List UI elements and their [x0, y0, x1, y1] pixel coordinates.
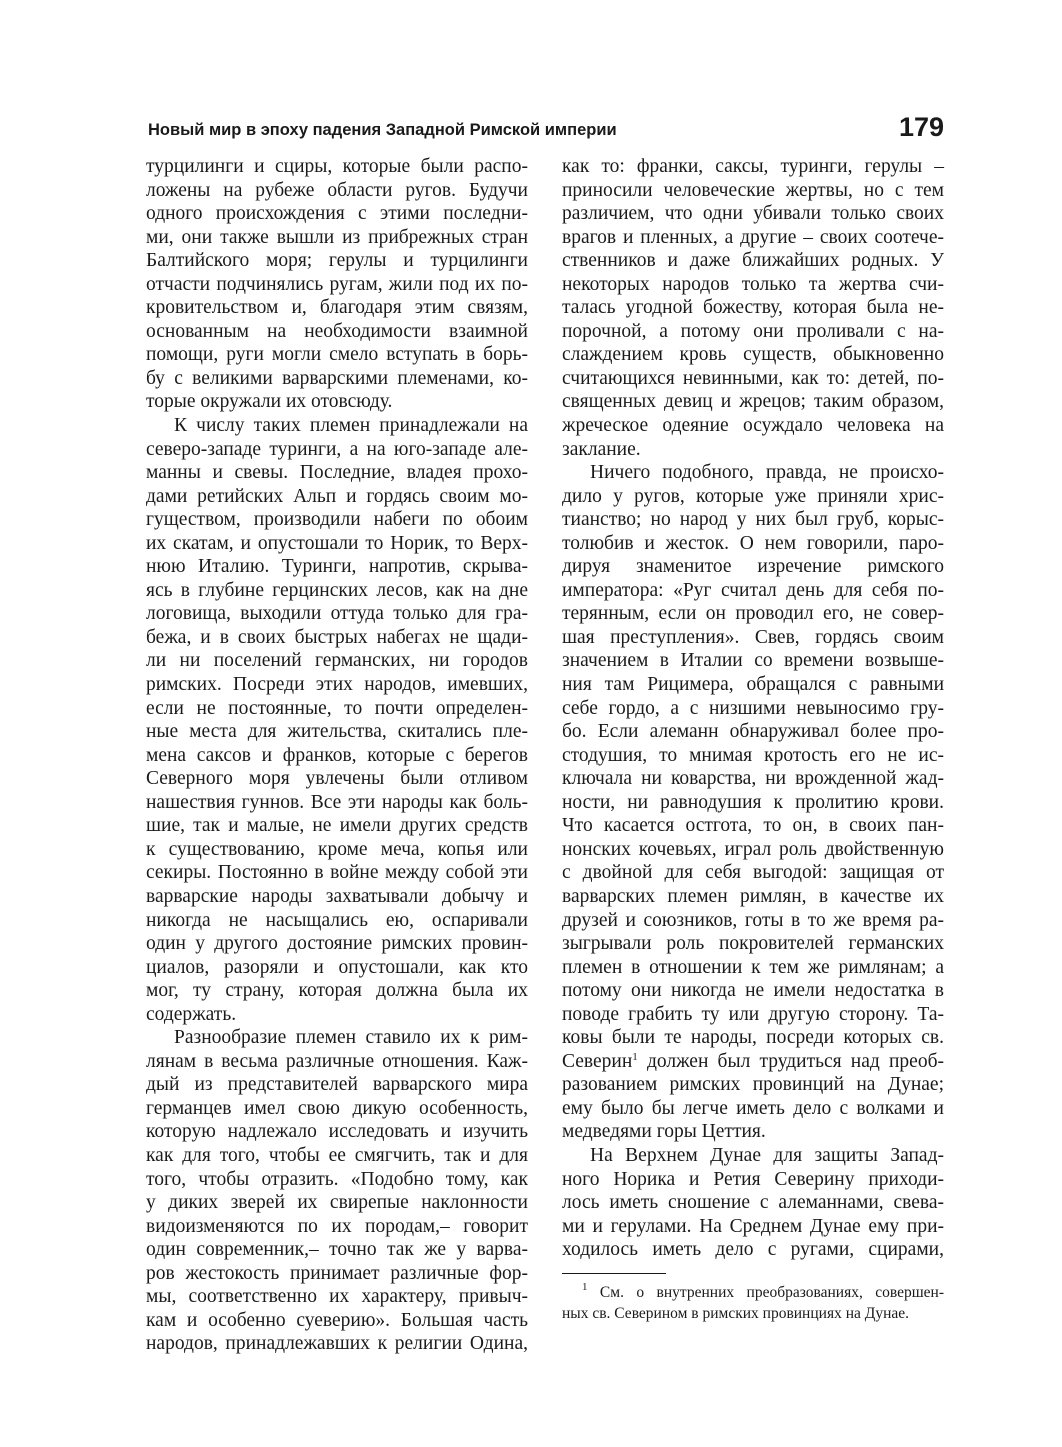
text-line: бо. Если алеманн обнаруживал более про-	[562, 721, 944, 743]
text-line: ров жестокость принимает различные фор-	[146, 1262, 528, 1284]
footnote-divider	[562, 1273, 666, 1274]
text-line: врагов и пленных, а другие – своих соотече-	[562, 226, 944, 248]
text-line	[562, 1050, 944, 1074]
text-line: ложены на рубеже области ругов. Будучи	[146, 179, 528, 201]
text-line: некоторых народов только та жертва счи-	[562, 273, 944, 295]
footnote-text: См. о внутренних преобразованиях, совершен-	[599, 1284, 945, 1301]
text-line: друзей и союзников, готы в то же время ра-	[562, 909, 944, 931]
text-line: считающихся невинными, как то: детей, по-	[562, 367, 944, 389]
text-line: значением в Италии со времени возвыше-	[562, 650, 944, 672]
text-line: видоизменяются по их породам,– говорит	[146, 1215, 528, 1237]
text-line: отчасти подчинялись ругам, жили под их по-	[146, 273, 528, 295]
text-line: помощи, руги могли смело вступать в борь-	[146, 344, 528, 366]
text-line: дируя знаменитое изречение римского	[562, 556, 944, 578]
text-line: один современник,– точно так же у варва-	[146, 1239, 528, 1261]
text-line: бу с великими варварскими племенами, ко-	[146, 367, 528, 389]
text-line: народов, принадлежавших к религии Одина,	[146, 1333, 528, 1355]
text-line: как для того, чтобы ее смягчить, так и для	[146, 1144, 528, 1166]
text-line: ния там Рицимера, обращался с равными	[562, 674, 944, 696]
text-line: Разнообразие племен ставило их к рим-	[174, 1027, 528, 1049]
text-line: Ничего подобного, правда, не происхо-	[590, 462, 944, 484]
text-line: бежа, и в своих быстрых набегах не щади-	[146, 626, 528, 648]
text-line: тианство; но народ у них был груб, корыс-	[562, 509, 944, 531]
text-line: у диких зверей их свирепые наклонности	[146, 1192, 528, 1214]
text-line: стодушия, то мнимая кротость его не ис-	[562, 744, 944, 766]
text-line: германцев имел свою дикую особенность,	[146, 1097, 528, 1119]
text-line: никогда не насыщались ею, оспаривали	[146, 909, 528, 931]
text-line: порочной, а потому они проливали с на-	[562, 320, 944, 342]
text-line: себе гордо, а с низшими невыносимо гру-	[562, 697, 944, 719]
text-line: Северного моря увлечены были отливом	[146, 768, 528, 790]
text-line: варварские народы захватывали добычу и	[146, 885, 528, 907]
left-text-column	[146, 155, 528, 1356]
text-line: торые окружали их отовсюду.	[146, 391, 393, 413]
text-line: ковы были те народы, посреди которых св.	[562, 1027, 944, 1049]
text-line: талась угодной божеству, которая была не-	[562, 297, 944, 319]
page-number: 179	[898, 112, 944, 142]
text-line: один у другого достояние римских провин-	[146, 933, 528, 955]
text-line: зыгрывали роль покровителей германских	[562, 933, 944, 955]
footnote-line: ных св. Северином в римских провинциях на Дунае.	[562, 1305, 910, 1322]
text-line: мена саксов и франков, которые с берегов	[146, 744, 528, 766]
text-line: дами ретийских Альп и гордясь своим мо-	[146, 485, 528, 507]
text-line: нашествия гуннов. Все эти народы как боль-	[146, 791, 528, 813]
text-line: различием, что одни убивали только своих	[562, 203, 944, 225]
text-line: шая преступления». Свев, гордясь своим	[562, 626, 944, 648]
text-line: мы, соответственно их характеру, привыч-	[146, 1286, 528, 1308]
text-line: одного происхождения с этими последни-	[146, 203, 528, 225]
text-line: гуществом, производили набеги по обоим	[146, 509, 528, 531]
text-line: кам и особенно суеверию». Большая часть	[146, 1309, 528, 1331]
text-line: логовища, выходили оттуда только для гра-	[146, 603, 528, 625]
text-line: императора: «Руг считал день для себя по-	[562, 579, 944, 601]
text-line: ми и герулами. На Среднем Дунае ему при-	[562, 1215, 944, 1237]
text-line: с двойной для себя выгодой: защищая от	[562, 862, 944, 884]
text-line: ясь в глубине герцинских лесов, как на дне	[146, 579, 528, 601]
text-line: которую надлежало исследовать и изучить	[146, 1121, 528, 1143]
text-line: заклание.	[562, 438, 641, 460]
text-line: Что касается остгота, то он, в своих пан-	[562, 815, 944, 837]
text-line: манны и свевы. Последние, владея прохо-	[146, 462, 528, 484]
text-line: того, чтобы отразить. «Подобно тому, как	[146, 1168, 528, 1190]
text-line: римских. Посреди этих народов, имевших,	[146, 674, 528, 696]
text-line: если не постоянные, то почти определен-	[146, 697, 528, 719]
text-line: секиры. Постоянно в войне между собой эти	[146, 862, 528, 884]
text-line: племен в отношении к тем же римлянам; а	[562, 956, 944, 978]
footnote-marker: 1	[582, 1281, 588, 1293]
text-line: дило у ругов, которые уже приняли хрис-	[562, 485, 944, 507]
text-line: ственников и даже ближайших родных. У	[562, 250, 944, 272]
text-line: шие, так и малые, не имели других средств	[146, 815, 528, 837]
text-line: как то: франки, саксы, туринги, герулы –	[562, 156, 944, 177]
text-line: мог, ту страну, которая должна была их	[146, 980, 528, 1002]
text-line: северо-западе туринги, а на юго-западе але-	[146, 438, 528, 460]
text-line: ему было бы легче иметь дело с волками и	[562, 1097, 944, 1119]
text-fragment: должен был трудиться над преоб-	[637, 1050, 944, 1072]
text-line: турцилинги и сциры, которые были распо-	[146, 156, 528, 177]
text-line: дый из представителей варварского мира	[146, 1074, 528, 1096]
running-header	[146, 112, 944, 146]
text-line: жреческое одеяние осуждало человека на	[562, 415, 944, 437]
text-line: их скатам, и опустошали то Норик, то Верх-	[146, 532, 528, 554]
text-line: приносили человеческие жертвы, но с тем	[562, 179, 944, 201]
text-line: нюю Италию. Туринги, напротив, скрыва-	[146, 556, 528, 578]
right-text-column	[562, 155, 944, 1262]
footnote	[562, 1282, 944, 1324]
text-line: ные места для жительства, скитались пле-	[146, 721, 528, 743]
text-line: циалов, разоряли и опустошали, как кто	[146, 956, 528, 978]
text-line: основанным на необходимости взаимной	[146, 320, 528, 342]
text-line: толюбив и жесток. О нем говорили, паро-	[562, 532, 944, 554]
text-line: терянным, если он проводил его, не совер-	[562, 603, 944, 625]
text-line: слаждением кровь существ, обыкновенно	[562, 344, 944, 366]
text-line: нонских кочевьях, играл роль двойственную	[562, 838, 944, 860]
text-line: На Верхнем Дунае для защиты Запад-	[590, 1144, 944, 1166]
text-fragment: Северин	[562, 1050, 633, 1072]
text-line: к существованию, кроме меча, копья или	[146, 838, 528, 860]
text-line: ми, они также вышли из прибрежных стран	[146, 226, 528, 248]
text-line: потому они никогда не имели недостатка в	[562, 980, 944, 1002]
text-line: лось иметь сношение с алеманнами, свева-	[562, 1192, 944, 1214]
footnote-line	[562, 1282, 944, 1303]
text-line: ного Норика и Ретия Северину приходи-	[562, 1168, 944, 1190]
text-line: поводе грабить ту или другую сторону. Та-	[562, 1003, 944, 1025]
text-line: ходилось иметь дело с ругами, сцирами,	[562, 1239, 944, 1261]
running-title: Новый мир в эпоху падения Западной Римской империи	[148, 121, 617, 139]
text-line: лянам в весьма различные отношения. Каж-	[146, 1050, 528, 1072]
text-line: ности, ни равнодушия к пролитию крови.	[562, 791, 944, 813]
text-line: медведями горы Цеттия.	[562, 1121, 766, 1143]
text-line: Балтийского моря; герулы и турцилинги	[146, 250, 528, 272]
text-line: содержать.	[146, 1003, 237, 1025]
text-line: священных девиц и жрецов; таким образом,	[562, 391, 944, 413]
text-line: варварских племен римлян, в качестве их	[562, 885, 944, 907]
text-line: К числу таких племен принадлежали на	[174, 415, 528, 437]
text-line: ключала ни коварства, ни врожденной жад-	[562, 768, 944, 790]
footnote-reference: 1	[632, 1050, 638, 1063]
text-line: кровительством и, благодаря этим связям,	[146, 297, 528, 319]
text-line: ли ни поселений германских, ни городов	[146, 650, 528, 672]
text-line: разованием римских провинций на Дунае;	[562, 1074, 944, 1096]
